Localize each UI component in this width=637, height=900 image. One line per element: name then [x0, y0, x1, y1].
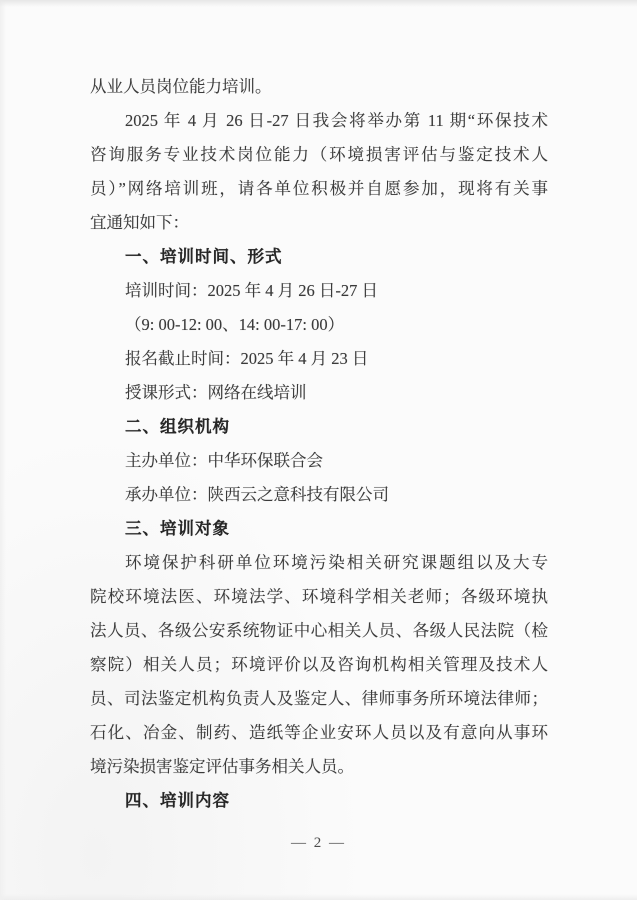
text-line: 员、司法鉴定机构负责人及鉴定人、律师事务所环境法律师；	[90, 689, 548, 708]
text-line: 境污染损害鉴定评估事务相关人员。	[90, 757, 354, 776]
text-line: 报名截止时间：2025 年 4 月 23 日	[125, 349, 369, 368]
text-line: 培训时间：2025 年 4 月 26 日-27 日	[125, 281, 378, 300]
text-line: 宜通知如下：	[90, 213, 189, 232]
text-line: 察院）相关人员；环境评价以及咨询机构相关管理及技术人	[90, 655, 548, 674]
text-line: 员）”网络培训班，请各单位积极并自愿参加，现将有关事	[90, 179, 548, 198]
text-line: 承办单位：陕西云之意科技有限公司	[125, 485, 389, 504]
text-line: 授课形式：网络在线培训	[125, 383, 307, 402]
section-heading-training-time: 一、培训时间、形式	[125, 247, 283, 266]
text-line: 环境保护科研单位环境污染相关研究课题组以及大专	[125, 553, 548, 572]
document-body	[90, 70, 548, 818]
section-heading-trainees: 三、培训对象	[125, 519, 230, 538]
text-line: （9: 00-12: 00、14: 00-17: 00）	[125, 315, 345, 334]
text-line: 院校环境法医、环境法学、环境科学相关老师；各级环境执	[90, 587, 548, 606]
text-line: 主办单位：中华环保联合会	[125, 451, 323, 470]
text-line: 从业人员岗位能力培训。	[90, 77, 272, 96]
text-line: 石化、冶金、制药、造纸等企业安环人员以及有意向从事环	[90, 723, 548, 742]
text-line: 法人员、各级公安系统物证中心相关人员、各级人民法院（检	[90, 621, 548, 640]
section-heading-training-content: 四、培训内容	[125, 791, 230, 810]
section-heading-organizers: 二、组织机构	[125, 417, 230, 436]
page-number: — 2 —	[291, 835, 346, 851]
text-line: 咨询服务专业技术岗位能力（环境损害评估与鉴定技术人	[90, 145, 548, 164]
text-line: 2025 年 4 月 26 日-27 日我会将举办第 11 期“环保技术	[125, 111, 548, 130]
